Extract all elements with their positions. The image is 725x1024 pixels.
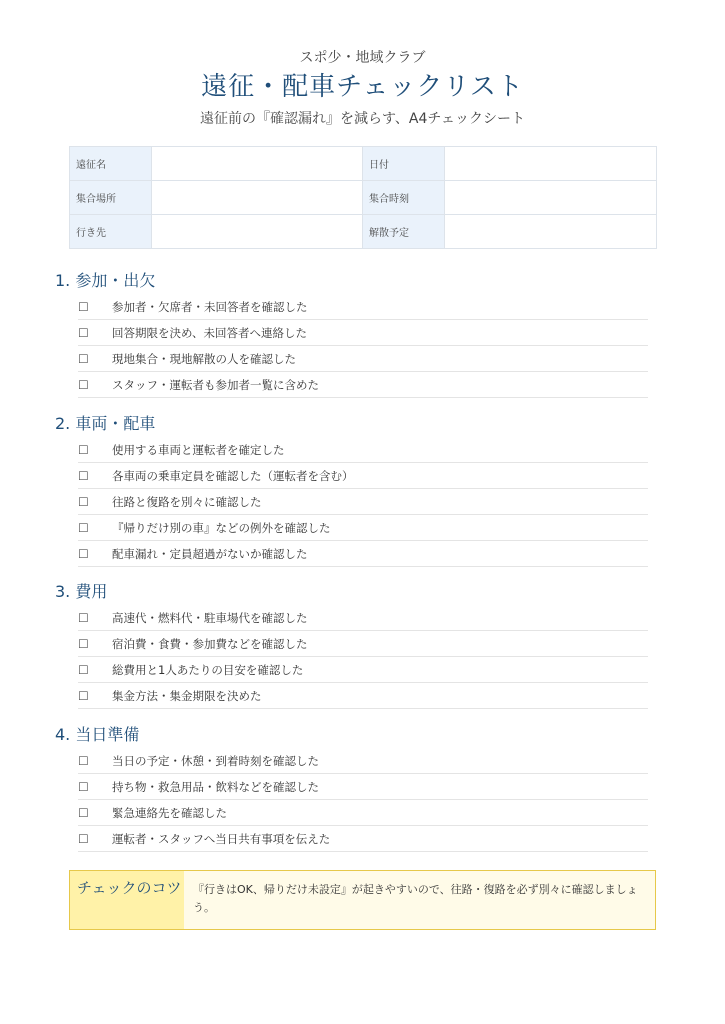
section-title: 2. 車両・配車 xyxy=(55,414,156,433)
meeting-time-field[interactable] xyxy=(445,181,657,215)
checkbox-icon[interactable]: ☐ xyxy=(78,546,89,561)
checklist-item[interactable] xyxy=(78,774,648,800)
checklist-item[interactable] xyxy=(78,541,648,567)
checkbox-icon[interactable]: ☐ xyxy=(78,831,89,846)
tip-title: チェックのコツ xyxy=(70,871,184,929)
checkbox-icon[interactable]: ☐ xyxy=(78,468,89,483)
checkbox-icon[interactable]: ☐ xyxy=(78,377,89,392)
checkbox-icon[interactable]: ☐ xyxy=(78,442,89,457)
item-label: 回答期限を決め、未回答者へ連絡した xyxy=(112,325,308,340)
checklist-item[interactable] xyxy=(78,463,648,489)
item-label: 使用する車両と運転者を確定した xyxy=(112,442,285,457)
item-label: 『帰りだけ別の車』などの例外を確認した xyxy=(112,520,331,535)
checklist-item[interactable] xyxy=(78,657,648,683)
trip-info-table xyxy=(69,146,657,249)
item-label: 当日の予定・休憩・到着時刻を確認した xyxy=(112,753,319,768)
checklist-item[interactable] xyxy=(78,800,648,826)
checkbox-icon[interactable]: ☐ xyxy=(78,610,89,625)
destination-label: 行き先 xyxy=(70,215,152,249)
meeting-place-label: 集合場所 xyxy=(70,181,152,215)
info-row xyxy=(70,147,657,181)
checklist-item[interactable] xyxy=(78,489,648,515)
item-label: 集金方法・集金期限を決めた xyxy=(112,688,262,703)
checklist-item[interactable] xyxy=(78,683,648,709)
section-attendance xyxy=(55,268,655,398)
checklist-item[interactable] xyxy=(78,294,648,320)
checklist-item[interactable] xyxy=(78,515,648,541)
meeting-time-label: 集合時刻 xyxy=(363,181,445,215)
checkbox-icon[interactable]: ☐ xyxy=(78,494,89,509)
checkbox-icon[interactable]: ☐ xyxy=(78,662,89,677)
destination-field[interactable] xyxy=(152,215,363,249)
trip-name-field[interactable] xyxy=(152,147,363,181)
checklist-item[interactable] xyxy=(78,346,648,372)
organization-label: スポ少・地域クラブ xyxy=(299,50,426,66)
page-title: 遠征・配車チェックリスト xyxy=(201,72,524,102)
dismissal-field[interactable] xyxy=(445,215,657,249)
checklist-item[interactable] xyxy=(78,748,648,774)
info-row xyxy=(70,181,657,215)
item-label: 持ち物・救急用品・飲料などを確認した xyxy=(112,779,319,794)
trip-name-label: 遠征名 xyxy=(70,147,152,181)
info-row xyxy=(70,215,657,249)
tip-text: 『行きはOK、帰りだけ未設定』が起きやすいので、往路・復路を必ず別々に確認しましょう。 xyxy=(184,871,655,929)
item-label: 各車両の乗車定員を確認した（運転者を含む） xyxy=(112,468,354,483)
item-label: 運転者・スタッフへ当日共有事項を伝えた xyxy=(112,831,331,846)
checkbox-icon[interactable]: ☐ xyxy=(78,688,89,703)
date-field[interactable] xyxy=(445,147,657,181)
item-label: 緊急連絡先を確認した xyxy=(112,805,227,820)
checkbox-icon[interactable]: ☐ xyxy=(78,325,89,340)
checklist-item[interactable] xyxy=(78,826,648,852)
checklist-item[interactable] xyxy=(78,631,648,657)
checklist-item[interactable] xyxy=(78,372,648,398)
item-label: 高速代・燃料代・駐車場代を確認した xyxy=(112,610,308,625)
checkbox-icon[interactable]: ☐ xyxy=(78,351,89,366)
checkbox-icon[interactable]: ☐ xyxy=(78,520,89,535)
section-title: 1. 参加・出欠 xyxy=(55,271,156,290)
item-label: スタッフ・運転者も参加者一覧に含めた xyxy=(112,377,319,392)
section-day-preparation xyxy=(55,722,655,852)
checkbox-icon[interactable]: ☐ xyxy=(78,805,89,820)
checkbox-icon[interactable]: ☐ xyxy=(78,299,89,314)
checkbox-icon[interactable]: ☐ xyxy=(78,753,89,768)
checklist-item[interactable] xyxy=(78,437,648,463)
item-label: 総費用と1人あたりの目安を確認した xyxy=(112,662,304,677)
section-costs xyxy=(55,579,655,709)
page-tagline: 遠征前の『確認漏れ』を減らす、A4チェックシート xyxy=(200,111,525,127)
date-label: 日付 xyxy=(363,147,445,181)
checkbox-icon[interactable]: ☐ xyxy=(78,636,89,651)
tip-box xyxy=(69,870,656,930)
meeting-place-field[interactable] xyxy=(152,181,363,215)
dismissal-label: 解散予定 xyxy=(363,215,445,249)
item-label: 現地集合・現地解散の人を確認した xyxy=(112,351,296,366)
section-title: 3. 費用 xyxy=(55,582,108,601)
item-label: 宿泊費・食費・参加費などを確認した xyxy=(112,636,308,651)
section-vehicles xyxy=(55,411,655,567)
checklist-item[interactable] xyxy=(78,320,648,346)
item-label: 往路と復路を別々に確認した xyxy=(112,494,262,509)
item-label: 参加者・欠席者・未回答者を確認した xyxy=(112,299,308,314)
item-label: 配車漏れ・定員超過がないか確認した xyxy=(112,546,308,561)
checkbox-icon[interactable]: ☐ xyxy=(78,779,89,794)
section-title: 4. 当日準備 xyxy=(55,725,140,744)
checklist-item[interactable] xyxy=(78,605,648,631)
